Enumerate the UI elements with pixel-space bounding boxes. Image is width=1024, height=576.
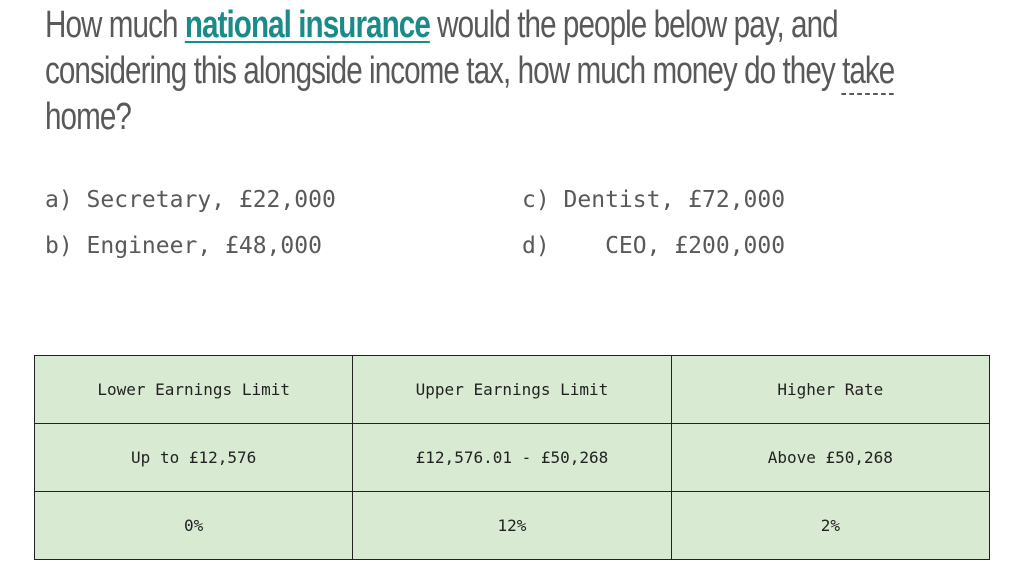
table-row — [35, 424, 990, 492]
question-d: d) CEO, £200,000 — [522, 233, 786, 259]
question-a: a) Secretary, £22,000 — [45, 187, 336, 213]
question-c: c) Dentist, £72,000 — [522, 187, 786, 213]
ni-rates-table — [34, 355, 990, 560]
table-cell: Upper Earnings Limit — [353, 356, 671, 424]
table-cell: £12,576.01 - £50,268 — [353, 424, 671, 492]
table-cell: 2% — [671, 492, 989, 560]
page-title — [45, 2, 981, 140]
table-header-row — [35, 356, 990, 424]
table-cell: Up to £12,576 — [35, 424, 353, 492]
title-underlined-word: take — [842, 50, 895, 92]
national-insurance-link[interactable]: national insurance — [184, 4, 430, 46]
table-row — [35, 492, 990, 560]
table-cell: 0% — [35, 492, 353, 560]
question-b: b) Engineer, £48,000 — [45, 233, 322, 259]
table-cell: Lower Earnings Limit — [35, 356, 353, 424]
title-text-1: How much — [45, 4, 185, 46]
table-cell: Above £50,268 — [671, 424, 989, 492]
table-cell: 12% — [353, 492, 671, 560]
table-cell: Higher Rate — [671, 356, 989, 424]
title-text-3: home? — [45, 96, 131, 138]
title-text-2: would the people below pay, and considering this alongside income tax, how much money do they — [45, 4, 843, 92]
